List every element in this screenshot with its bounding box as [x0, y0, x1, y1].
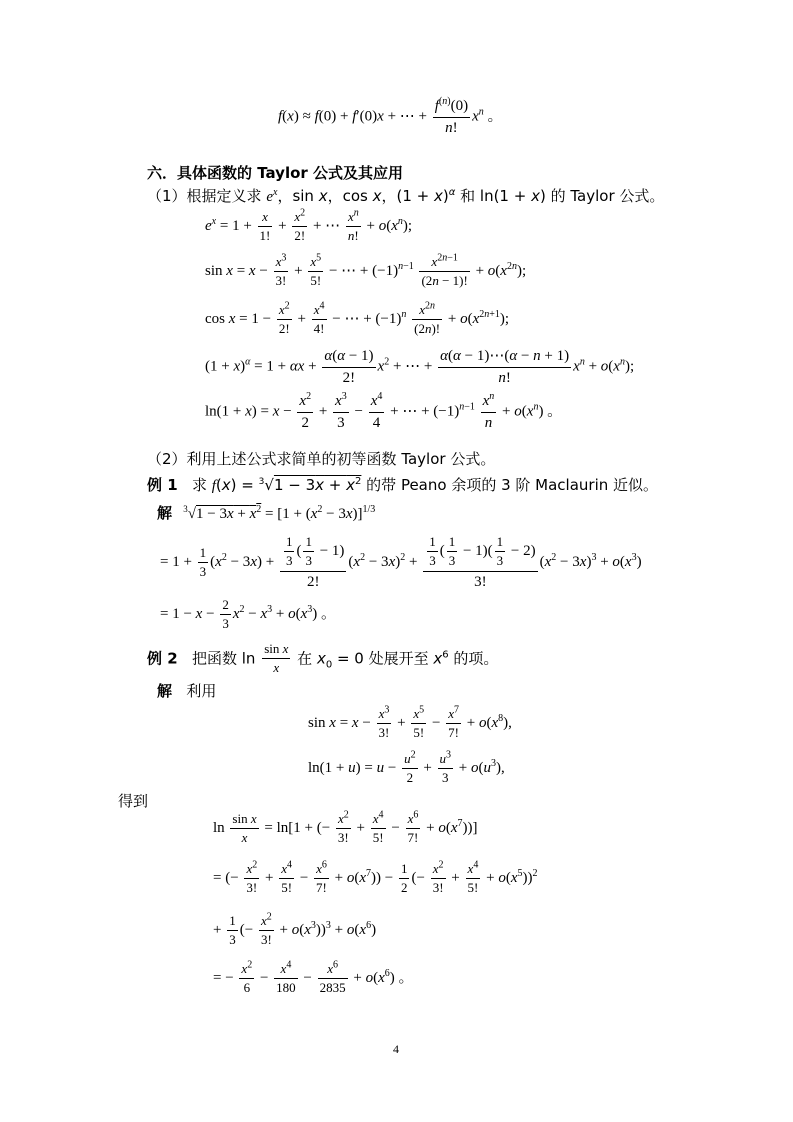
section-title: 六．具体函数的 Taylor 公式及其应用 [147, 164, 404, 182]
example-2-line2: = (− $\frac{x^2}{3!}$ + $\frac{x^4}{5!}$ − $\frac{x^6}{7!}$ + $o(x^7)$) − $\frac{1}{2}$ (− $\frac{x^2}{3!}$ + $\frac{x^4}{5!}$ + $o(x^5))^2$ [213, 859, 538, 896]
exp-series: $e^x = 1$ + $\frac{x}{1!}$ + $\frac{x^2}{2!}$ + ⋯ $\frac{x^n}{n!}$ + $o(x^n)$; [205, 207, 413, 244]
solution-2-text: 利用 [186, 682, 217, 700]
cos-series: cos x = 1 − $\frac{x^2}{2!}$ + $\frac{x^4}{4!}$ − ⋯ + $(-1)^n$ $\frac{x^{2n}}{(2n)!}$ + $o(x^{2n+1})$; [205, 300, 510, 337]
example-2-line1: ln $\frac{\text{sin x}}{x}$ = ln[1 + (− $\frac{x^2}{3!}$ + $\frac{x^4}{5!}$ − $\frac{x^6}{7!}$ + $o(x^7)$)] [213, 809, 478, 846]
solution-label-2: 解 [157, 682, 173, 700]
example-2-solution-intro [157, 680, 216, 701]
binomial-series: $(1 + x)^\alpha = 1 + \alpha x$ + $\frac{\alpha(\alpha - 1)}{2!}$ $x^2$ + ⋯ + $\frac{\alpha(\alpha - 1)\cdots(\alpha - n + 1)}{n!}$ $x^n + o(x^n)$; [205, 348, 635, 386]
example-1-solution-line2: = 1 + $\frac{1}{3}$ $(x^2 - 3x)$ + $\frac{1}{3}$ ( $\frac{1}{3}$ − 1) 2! $(x^2 - 3x)^2$ + $\frac{1}{3}$ ( $\frac{1}{3}$ − 1)( $\frac{1}{3}$ − 2) 3! $(x^2 - 3x)^3 + o(x^3)$ [160, 534, 642, 590]
sin-series-short: sin x = x − $\frac{x^3}{3!}$ + $\frac{x^5}{5!}$ − $\frac{x^7}{7!}$ + $o(x^8)$, [308, 704, 512, 741]
solution-label-1: 解 [157, 504, 173, 522]
taylor-general-formula: f(x) ≈ f(0) + f′(0)x + ⋯ + $\frac{f^{(n)}(0)}{n!}$ $x^n$ 。 [278, 96, 503, 136]
example-2-label: 例 2 [147, 649, 178, 668]
example-1-solution-line1: 解 $^3√1 - 3x + x^2 = [1 + (x^2 - 3x)]^{1/3}$ [157, 504, 376, 522]
example-1: 例 1 求 $f(x) = ^3√1 - 3x + x^2$ 的带 Peano 余项的 3 阶 Maclaurin 近似。 [147, 476, 659, 494]
item-1-text: （1）根据定义求 $e^x$，sin x，cos x，$(1 + x)^\alpha$ 和 ln(1 + x) 的 Taylor 公式。 [147, 187, 665, 205]
sin-series: sin x = x − $\frac{x^3}{3!}$ + $\frac{x^5}{5!}$ − ⋯ + $(-1)^{n-1}$ $\frac{x^{2n-1}}{(2n - 1)!}$ + $o(x^{2n})$; [205, 252, 527, 289]
item-2-text: （2）利用上述公式求简单的初等函数 Taylor 公式。 [147, 450, 496, 468]
example-1-label: 例 1 [147, 476, 178, 494]
get-text: 得到 [118, 792, 149, 810]
page-number: 4 [393, 1042, 399, 1056]
example-2: 例 2 把函数 ln $\frac{\text{sin x}}{x}$ 在 $x_0 = 0$ 处展开至 $x^6$ 的项。 [147, 641, 499, 676]
example-2-line3: + $\frac{1}{3}$ (− $\frac{x^2}{3!}$ + $o(x^3))^3 + o(x^6)$ [213, 911, 377, 948]
example-2-line4: = − $\frac{x^2}{6}$ − $\frac{x^4}{180}$ − $\frac{x^6}{2835}$ + $o(x^6)$ 。 [213, 959, 414, 996]
ln-series: ln(1 + x) = x − $\frac{x^2}{2}$ + $\frac{x^3}{3}$ − $\frac{x^4}{4}$ + ⋯ + $(-1)^{n-1}$ $\frac{x^n}{n}$ + $o(x^n)$ 。 [205, 391, 563, 431]
example-1-solution-line3: = 1 − x − $\frac{2}{3}$ $x^2 - x^3 + o(x^3)$ 。 [160, 597, 337, 632]
ln-series-short: ln(1 + u) = u − $\frac{u^2}{2}$ + $\frac{u^3}{3}$ + $o(u^3)$, [308, 749, 505, 786]
